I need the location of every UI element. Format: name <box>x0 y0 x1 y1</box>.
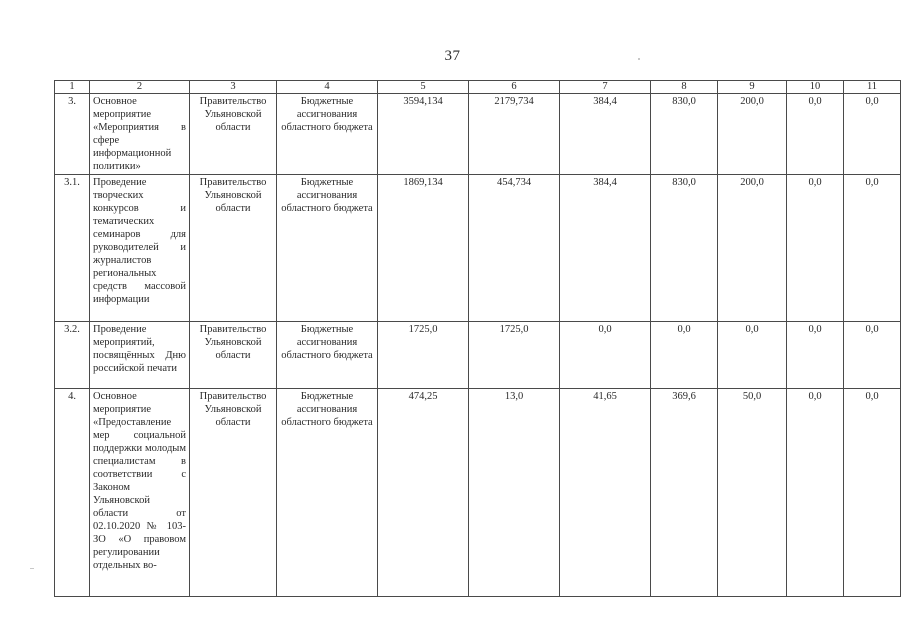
value-year: 384,4 <box>560 94 651 175</box>
column-header: 4 <box>277 81 378 94</box>
table-row <box>55 175 901 322</box>
row-number: 3. <box>55 94 90 175</box>
scan-speck <box>638 58 640 60</box>
value-year: 2179,734 <box>469 94 560 175</box>
funding-source: Бюджетные ассигнования областного бюджета <box>277 175 378 322</box>
value-total: 474,25 <box>378 389 469 597</box>
value-total: 1725,0 <box>378 322 469 389</box>
executor: Правительство Ульяновской области <box>190 322 277 389</box>
page-number: 37 <box>444 48 461 64</box>
value-total: 1869,134 <box>378 175 469 322</box>
funding-source: Бюджетные ассигнования областного бюджета <box>277 94 378 175</box>
value-year: 13,0 <box>469 389 560 597</box>
table-row <box>55 389 901 597</box>
row-number: 4. <box>55 389 90 597</box>
executor: Правительство Ульяновской области <box>190 94 277 175</box>
column-header: 2 <box>90 81 190 94</box>
value-total: 3594,134 <box>378 94 469 175</box>
value-year: 0,0 <box>787 175 844 322</box>
funding-source: Бюджетные ассигнования областного бюджета <box>277 389 378 597</box>
value-year: 41,65 <box>560 389 651 597</box>
executor: Правительство Ульяновской области <box>190 175 277 322</box>
column-header: 7 <box>560 81 651 94</box>
value-year: 830,0 <box>651 94 718 175</box>
funding-source: Бюджетные ассигнования областного бюджета <box>277 322 378 389</box>
column-number-row <box>55 81 901 94</box>
activity-name: Проведение творческих конкурсов и тематических семинаров для руководителей и журналистов региональных средств массовой информации <box>90 175 190 322</box>
table-row <box>55 322 901 389</box>
executor: Правительство Ульяновской области <box>190 389 277 597</box>
value-year: 454,734 <box>469 175 560 322</box>
column-header: 8 <box>651 81 718 94</box>
activity-name: Проведение мероприятий, посвящённых Дню российской печати <box>90 322 190 389</box>
value-year: 0,0 <box>844 175 901 322</box>
value-year: 0,0 <box>844 322 901 389</box>
table-row <box>55 94 901 175</box>
row-number: 3.2. <box>55 322 90 389</box>
budget-table <box>54 80 901 597</box>
value-year: 830,0 <box>651 175 718 322</box>
value-year: 384,4 <box>560 175 651 322</box>
value-year: 200,0 <box>718 175 787 322</box>
activity-name: Основное мероприятие «Предоставление мер социальной поддержки молодым специалистам в соответствии с Законом Ульяновской области от 02.10.2020 № 103-ЗО «О правовом регулировании отдельных во- <box>90 389 190 597</box>
value-year: 50,0 <box>718 389 787 597</box>
column-header: 9 <box>718 81 787 94</box>
value-year: 0,0 <box>844 389 901 597</box>
row-number: 3.1. <box>55 175 90 322</box>
column-header: 10 <box>787 81 844 94</box>
column-header: 3 <box>190 81 277 94</box>
value-year: 0,0 <box>787 322 844 389</box>
column-header: 11 <box>844 81 901 94</box>
value-year: 200,0 <box>718 94 787 175</box>
value-year: 1725,0 <box>469 322 560 389</box>
value-year: 0,0 <box>651 322 718 389</box>
value-year: 0,0 <box>787 94 844 175</box>
column-header: 6 <box>469 81 560 94</box>
value-year: 0,0 <box>560 322 651 389</box>
value-year: 369,6 <box>651 389 718 597</box>
value-year: 0,0 <box>844 94 901 175</box>
value-year: 0,0 <box>787 389 844 597</box>
scan-speck <box>30 568 34 569</box>
column-header: 1 <box>55 81 90 94</box>
column-header: 5 <box>378 81 469 94</box>
value-year: 0,0 <box>718 322 787 389</box>
activity-name: Основное мероприятие «Мероприятия в сфере информационной политики» <box>90 94 190 175</box>
